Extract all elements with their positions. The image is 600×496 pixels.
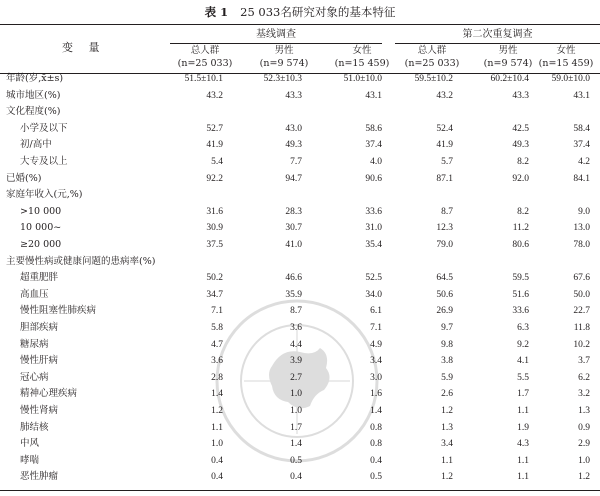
table-cell: 5.4 <box>211 157 223 167</box>
table-row <box>0 352 600 370</box>
row-label: 大专及以上 <box>20 156 68 167</box>
row-label: 哮喘 <box>20 454 40 466</box>
table-row <box>0 136 600 154</box>
row-label: 恶性肿瘤 <box>20 471 59 483</box>
table-cell: 1.6 <box>370 389 382 400</box>
table-cell: 26.9 <box>436 306 453 317</box>
table-cell: 7.7 <box>290 157 302 167</box>
table-cell: 4.9 <box>370 339 382 350</box>
table-row <box>0 170 600 188</box>
table-cell: 0.5 <box>370 472 382 483</box>
table-cell: 59.5 <box>512 273 529 284</box>
bottom-rule <box>0 490 600 491</box>
column-header-n: (n=9 574) <box>483 57 533 69</box>
row-label: 糖尿病 <box>20 338 49 350</box>
table-cell: 0.4 <box>370 455 382 466</box>
table-cell: 51.6 <box>512 289 529 300</box>
table-row <box>0 87 600 105</box>
table-cell: 94.7 <box>285 173 302 184</box>
table-row <box>0 203 600 221</box>
row-label: 慢性阻塞性肺疾病 <box>20 305 97 317</box>
table-cell: 50.0 <box>573 289 590 300</box>
table-row <box>0 452 600 470</box>
column-header-name: 男性 <box>498 45 518 56</box>
table-cell: 8.7 <box>290 306 302 317</box>
table-cell: 1.7 <box>517 389 529 400</box>
table-cell: 58.4 <box>573 123 590 134</box>
table-cell: 59.5±10.2 <box>414 74 453 84</box>
column-header-n: (n=15 459) <box>538 57 594 69</box>
table-cell: 9.0 <box>578 206 590 217</box>
group-header-baseline: 基线调查 <box>256 29 296 40</box>
table-cell: 13.0 <box>573 223 590 234</box>
table-row <box>0 385 600 403</box>
table-row <box>0 70 600 88</box>
table-cell: 0.5 <box>290 455 302 466</box>
table-cell: 10.2 <box>573 339 590 350</box>
table-cell: 52.3±10.3 <box>263 74 302 84</box>
table-cell: 43.2 <box>436 90 453 101</box>
column-header-name: 女性 <box>556 45 576 56</box>
table-row <box>0 435 600 453</box>
table-cell: 11.8 <box>573 323 590 333</box>
group-rule-resurvey <box>395 43 600 44</box>
table-cell: 1.7 <box>290 422 302 433</box>
table-cell: 92.2 <box>206 173 223 184</box>
row-label: >10 000 <box>20 205 62 217</box>
table-cell: 8.2 <box>517 157 529 167</box>
variable-header: 变 量 <box>62 41 106 54</box>
row-label: 城市地区(%) <box>6 89 61 101</box>
table-cell: 51.0±10.0 <box>343 74 382 84</box>
table-cell: 30.7 <box>285 223 302 234</box>
table-cell: 34.0 <box>365 289 382 300</box>
table-cell: 12.3 <box>436 223 453 234</box>
table-title: 25 033名研究对象的基本特征 <box>240 5 396 19</box>
table-cell: 8.2 <box>517 206 529 217</box>
table-cell: 4.0 <box>370 157 382 167</box>
table-cell: 41.0 <box>285 240 302 250</box>
table-cell: 43.2 <box>206 90 223 101</box>
table-cell: 9.8 <box>441 339 453 350</box>
table-cell: 43.1 <box>365 90 382 101</box>
table-label: 表 1 <box>204 5 229 19</box>
table-cell: 1.2 <box>441 472 453 483</box>
table-row <box>0 153 600 171</box>
table-cell: 46.6 <box>285 273 302 284</box>
table-cell: 4.7 <box>211 339 223 350</box>
table-row <box>0 402 600 420</box>
table-cell: 1.2 <box>441 406 453 416</box>
table-cell: 84.1 <box>573 173 590 184</box>
table-cell: 5.9 <box>441 372 453 383</box>
table-row <box>0 319 600 337</box>
column-header <box>165 45 245 70</box>
table-row <box>0 286 600 304</box>
group-header-resurvey: 第二次重复调查 <box>462 29 533 40</box>
table-cell: 6.1 <box>370 306 382 317</box>
table-cell: 1.1 <box>517 406 529 416</box>
column-header <box>244 45 324 70</box>
row-label: ≥20 000 <box>20 239 62 250</box>
table-cell: 3.4 <box>441 439 453 450</box>
row-label: 年龄(岁,x̄±s) <box>6 73 64 84</box>
table-cell: 78.0 <box>573 240 590 250</box>
column-header-n: (n=25 033) <box>177 57 233 69</box>
table-cell: 52.7 <box>206 123 223 134</box>
table-cell: 3.4 <box>370 356 382 367</box>
table-cell: 6.2 <box>578 372 590 383</box>
table-cell: 9.2 <box>517 339 529 350</box>
table-cell: 51.5±10.1 <box>184 74 223 84</box>
row-label: 中风 <box>20 438 40 450</box>
table-cell: 1.3 <box>441 422 453 433</box>
table-cell: 35.4 <box>365 240 382 250</box>
row-label: 已婚(%) <box>6 172 42 184</box>
table-cell: 1.1 <box>441 455 453 466</box>
row-label: 冠心病 <box>20 371 49 383</box>
row-label: 超重肥胖 <box>20 272 59 284</box>
column-header <box>322 45 402 70</box>
table-cell: 5.8 <box>211 323 223 333</box>
table-row <box>0 236 600 254</box>
row-label: 胆部疾病 <box>20 322 59 333</box>
table-cell: 0.9 <box>578 422 590 433</box>
table-cell: 90.6 <box>365 173 382 184</box>
table-row <box>0 336 600 354</box>
row-label: 小学及以下 <box>20 122 68 134</box>
table-cell: 22.7 <box>573 306 590 317</box>
table-cell: 1.0 <box>290 389 302 400</box>
table-row <box>0 120 600 138</box>
table-cell: 50.2 <box>206 273 223 284</box>
table-cell: 6.3 <box>517 323 529 333</box>
table-cell: 59.0±10.0 <box>551 74 590 84</box>
table-cell: 2.7 <box>290 372 302 383</box>
table-cell: 1.9 <box>517 422 529 433</box>
table-cell: 3.9 <box>290 356 302 367</box>
table-row <box>0 369 600 387</box>
table-row <box>0 103 600 121</box>
table-cell: 49.3 <box>285 140 302 151</box>
table-cell: 0.4 <box>290 472 302 483</box>
table-cell: 2.9 <box>578 439 590 450</box>
table-cell: 1.4 <box>290 439 302 450</box>
column-header <box>392 45 472 70</box>
row-label: 高血压 <box>20 288 49 300</box>
column-header-n: (n=25 033) <box>404 57 460 69</box>
table-cell: 79.0 <box>436 240 453 250</box>
table-cell: 4.1 <box>517 356 529 367</box>
table-cell: 60.2±10.4 <box>490 74 529 84</box>
table-cell: 43.3 <box>285 90 302 101</box>
table-row <box>0 219 600 237</box>
table-cell: 5.7 <box>441 157 453 167</box>
table-cell: 8.7 <box>441 206 453 217</box>
row-label: 精神心理疾病 <box>20 388 78 400</box>
column-header-name: 女性 <box>352 45 372 56</box>
table-cell: 1.1 <box>517 455 529 466</box>
row-label: 肺结核 <box>20 421 49 433</box>
row-label: 家庭年收入(元,%) <box>6 189 83 201</box>
table-cell: 58.6 <box>365 123 382 134</box>
table-cell: 1.3 <box>578 406 590 416</box>
table-cell: 50.6 <box>436 289 453 300</box>
column-header <box>526 45 600 70</box>
table-cell: 0.4 <box>211 455 223 466</box>
column-header-n: (n=15 459) <box>334 57 390 69</box>
table-cell: 41.9 <box>436 140 453 151</box>
table-cell: 3.2 <box>578 389 590 400</box>
table-cell: 5.5 <box>517 372 529 383</box>
table-cell: 49.3 <box>512 140 529 151</box>
table-cell: 34.7 <box>206 289 223 300</box>
table-cell: 92.0 <box>512 173 529 184</box>
table-cell: 4.4 <box>290 339 302 350</box>
table-cell: 0.4 <box>211 472 223 483</box>
column-header-name: 总人群 <box>190 45 220 56</box>
table-cell: 9.7 <box>441 323 453 333</box>
table-cell: 31.0 <box>365 223 382 234</box>
row-label: 主要慢性病或健康问题的患病率(%) <box>6 255 156 267</box>
table-cell: 1.2 <box>211 406 223 416</box>
table-cell: 28.3 <box>285 206 302 217</box>
table-cell: 0.8 <box>370 422 382 433</box>
table-cell: 2.6 <box>441 389 453 400</box>
table-cell: 2.8 <box>211 372 223 383</box>
table-cell: 0.8 <box>370 439 382 450</box>
table-cell: 7.1 <box>211 306 223 317</box>
table-cell: 3.0 <box>370 372 382 383</box>
table-cell: 4.2 <box>578 157 590 167</box>
table-cell: 4.3 <box>517 439 529 450</box>
row-label: 初/高中 <box>20 139 52 151</box>
table-cell: 3.7 <box>578 356 590 367</box>
table-cell: 3.6 <box>211 356 223 367</box>
table-cell: 1.2 <box>578 472 590 483</box>
table-cell: 42.5 <box>512 123 529 134</box>
table-cell: 43.1 <box>573 90 590 101</box>
table-cell: 1.0 <box>211 439 223 450</box>
column-header-name: 总人群 <box>417 45 447 56</box>
table-row <box>0 302 600 320</box>
table-cell: 1.1 <box>517 472 529 483</box>
table-row <box>0 269 600 287</box>
row-label: 慢性肾病 <box>20 405 59 416</box>
table-cell: 37.4 <box>573 140 590 151</box>
column-header-n: (n=9 574) <box>259 57 309 69</box>
table-cell: 30.9 <box>206 223 223 234</box>
table-cell: 52.5 <box>365 273 382 284</box>
table-cell: 11.2 <box>512 223 529 234</box>
table-cell: 37.5 <box>206 240 223 250</box>
table-cell: 7.1 <box>370 323 382 333</box>
table-cell: 3.6 <box>290 323 302 333</box>
table-row <box>0 468 600 486</box>
column-header-name: 男性 <box>274 45 294 56</box>
table-cell: 87.1 <box>436 173 453 184</box>
group-rule-baseline <box>170 43 382 44</box>
table-cell: 64.5 <box>436 273 453 284</box>
table-cell: 41.9 <box>206 140 223 151</box>
row-label: 慢性肝病 <box>20 355 59 367</box>
table-cell: 1.1 <box>211 422 223 433</box>
table-cell: 52.4 <box>436 123 453 134</box>
table-cell: 33.6 <box>365 206 382 217</box>
table-cell: 43.0 <box>285 123 302 134</box>
table-cell: 31.6 <box>206 206 223 217</box>
table-cell: 35.9 <box>285 289 302 300</box>
table-cell: 80.6 <box>512 240 529 250</box>
table-row <box>0 253 600 271</box>
table-cell: 1.4 <box>370 406 382 416</box>
row-label: 文化程度(%) <box>6 106 61 118</box>
table-row <box>0 419 600 437</box>
table-row <box>0 186 600 204</box>
table-caption <box>0 3 600 21</box>
top-rule <box>0 24 600 25</box>
table-cell: 67.6 <box>573 273 590 284</box>
table-cell: 33.6 <box>512 306 529 317</box>
table-cell: 1.0 <box>578 455 590 466</box>
table-cell: 43.3 <box>512 90 529 101</box>
row-label: 10 000~ <box>20 222 62 234</box>
table-cell: 1.4 <box>211 389 223 400</box>
table-cell: 3.8 <box>441 356 453 367</box>
table-cell: 37.4 <box>365 140 382 151</box>
table-cell: 1.0 <box>290 406 302 416</box>
